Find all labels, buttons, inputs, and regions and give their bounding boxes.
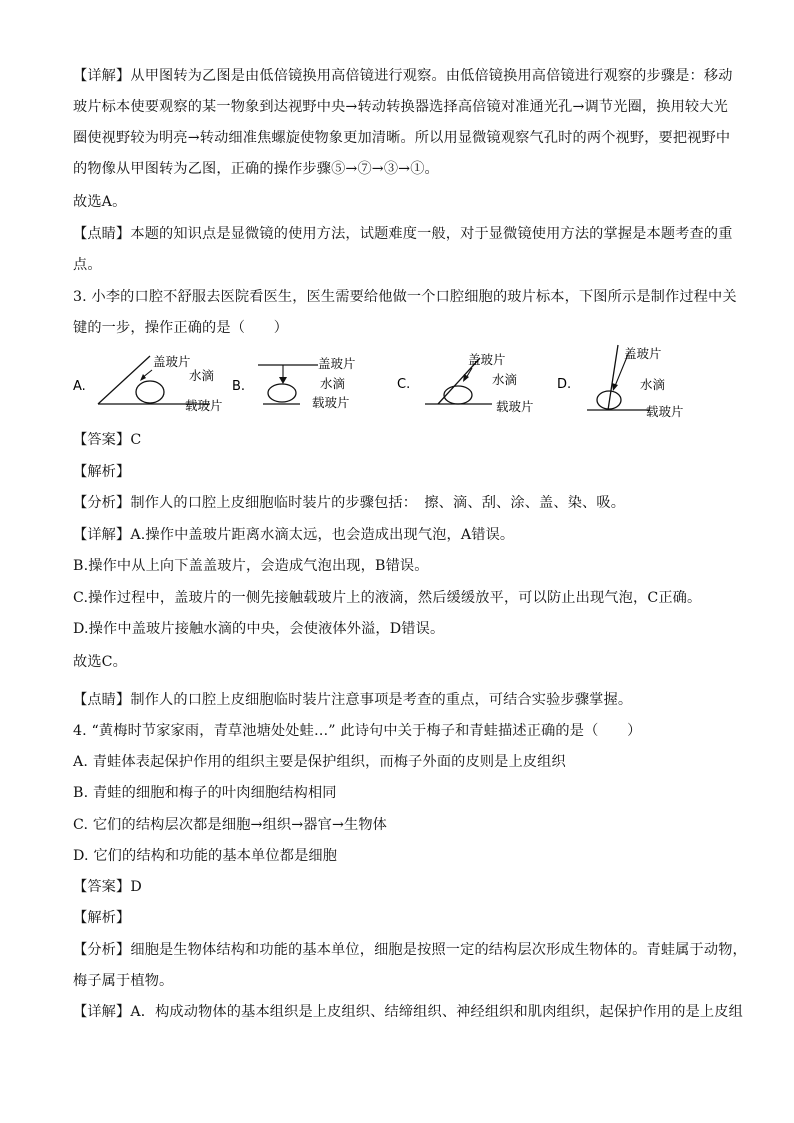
figure-c xyxy=(397,352,534,414)
answer-line: 【答案】C xyxy=(73,432,142,448)
water-drop-label: 水滴 xyxy=(492,372,518,387)
slide-label: 载玻片 xyxy=(646,404,684,419)
text-line: 【点睛】制作人的口腔上皮细胞临时装片注意事项是考查的重点，可结合实验步骤掌握。 xyxy=(73,692,633,708)
question-3-stem: 3. 小李的口腔不舒服去医院看医生，医生需要给他做一个口腔细胞的玻片标本，下图所示是制作过程中关 xyxy=(73,289,737,305)
text-line: 【详解】A.操作中盖玻片距离水滴太远，也会造成出现气泡，A错误。 xyxy=(73,527,515,543)
coverslip-label: 盖玻片 xyxy=(624,346,662,361)
text-line: 【分析】细胞是生物体结构和功能的基本单位，细胞是按照一定的结构层次形成生物体的。青蛙属于动物， xyxy=(73,942,747,958)
answer-line: 【答案】D xyxy=(73,879,142,895)
text-line: 【分析】制作人的口腔上皮细胞临时装片的步骤包括： 擦、滴、刮、涂、盖、染、吸。 xyxy=(73,495,626,511)
water-drop-label: 水滴 xyxy=(189,368,215,383)
water-drop-label: 水滴 xyxy=(320,376,346,391)
text-line: 的物像从甲图转为乙图，正确的操作步骤⑤→⑦→③→①。 xyxy=(73,161,439,177)
water-drop-label: 水滴 xyxy=(640,377,666,392)
figure-letter: A. xyxy=(73,379,86,394)
question-3-stem: 键的一步，操作正确的是（ ） xyxy=(73,320,289,336)
option-d: D. 它们的结构和功能的基本单位都是细胞 xyxy=(73,848,338,864)
coverslip-label: 盖玻片 xyxy=(153,354,191,369)
text-line: 故选A。 xyxy=(73,194,127,210)
analysis-heading: 【解析】 xyxy=(73,464,131,480)
text-line: D.操作中盖玻片接触水滴的中央，会使液体外溢，D错误。 xyxy=(73,621,445,637)
figure-a xyxy=(73,354,223,413)
coverslip-label: 盖玻片 xyxy=(318,356,356,371)
figure-d xyxy=(557,345,684,419)
text-line: 玻片标本使要观察的某一物象到达视野中央→转动转换器选择高倍镜对准通光孔→调节光圈，换用较大光 xyxy=(73,99,728,115)
text-line: B.操作中从上向下盖盖玻片，会造成气泡出现，B错误。 xyxy=(73,558,429,574)
figure-letter: C. xyxy=(397,377,411,392)
text-line: 故选C。 xyxy=(73,654,128,670)
text-line: 梅子属于植物。 xyxy=(73,973,174,989)
question-3-figures xyxy=(60,340,720,430)
option-c: C. 它们的结构层次都是细胞→组织→器官→生物体 xyxy=(73,817,388,833)
analysis-heading: 【解析】 xyxy=(73,910,131,926)
option-b: B. 青蛙的细胞和梅子的叶肉细胞结构相同 xyxy=(73,785,337,801)
text-line: 点。 xyxy=(73,257,102,273)
text-line: 【点睛】本题的知识点是显微镜的使用方法，试题难度一般，对于显微镜使用方法的掌握是本题考查的重 xyxy=(73,226,733,242)
slide-label: 载玻片 xyxy=(496,399,534,414)
figure-letter: D. xyxy=(557,377,572,392)
question-4-stem: 4. “黄梅时节家家雨，青草池塘处处蛙…” 此诗句中关于梅子和青蛙描述正确的是（ ） xyxy=(73,723,642,739)
text-line: 【详解】A．构成动物体的基本组织是上皮组织、结缔组织、神经组织和肌肉组织，起保护作用的是上皮组 xyxy=(73,1004,743,1020)
figure-letter: B. xyxy=(232,379,246,394)
text-line: 圈使视野较为明亮→转动细准焦螺旋使物象更加清晰。所以用显微镜观察气孔时的两个视野，要把视野中 xyxy=(73,130,731,146)
slide-label: 载玻片 xyxy=(312,395,350,410)
coverslip-label: 盖玻片 xyxy=(468,352,506,367)
text-line: 【详解】从甲图转为乙图是由低倍镜换用高倍镜进行观察。由低倍镜换用高倍镜进行观察的步骤是：移动 xyxy=(73,68,733,84)
coverslip-diagrams xyxy=(60,340,720,430)
slide-label: 载玻片 xyxy=(185,398,223,413)
option-a: A. 青蛙体表起保护作用的组织主要是保护组织，而梅子外面的皮则是上皮组织 xyxy=(73,754,566,770)
text-line: C.操作过程中，盖玻片的一侧先接触载玻片上的液滴，然后缓缓放平，可以防止出现气泡，C正确。 xyxy=(73,590,702,606)
figure-b xyxy=(232,356,356,410)
